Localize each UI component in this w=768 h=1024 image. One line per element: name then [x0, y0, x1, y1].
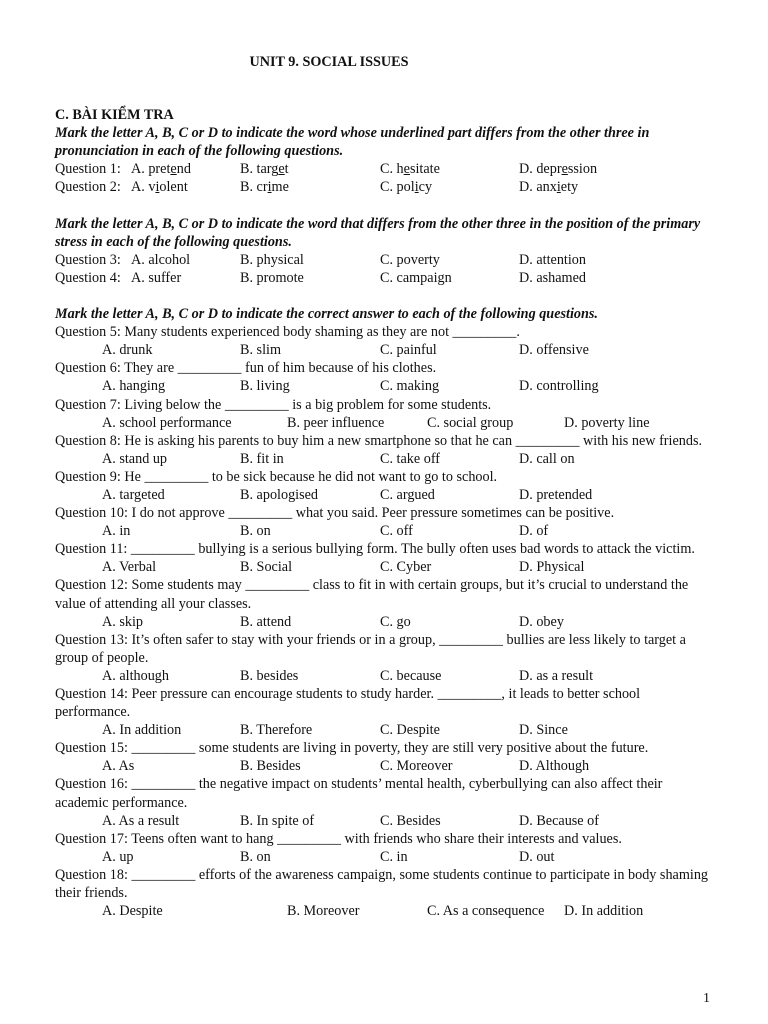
underlined-letter: i	[155, 179, 160, 196]
option-b: B. apologised	[240, 486, 319, 503]
underlined-letter: i	[414, 179, 419, 196]
option-a: A. Verbal	[102, 559, 157, 576]
option-c: C. poverty	[380, 251, 440, 268]
option-a: A. stand up	[102, 450, 168, 467]
question-stem: Question 16: _________ the negative impact on students’ mental health, cyberbullying can also affect their academic performance.	[55, 776, 663, 811]
option-d: D. Since	[519, 722, 568, 739]
option-b: B. Besides	[240, 758, 301, 775]
question-row	[55, 178, 715, 196]
option-a: A. pretend	[131, 161, 191, 178]
underlined-letter: e	[403, 161, 410, 178]
option-a: A. up	[102, 848, 134, 865]
options-row	[55, 414, 715, 432]
option-a: A. In addition	[102, 722, 182, 739]
options-row	[55, 667, 715, 685]
option-d: D. Although	[519, 758, 590, 775]
option-c: C. Moreover	[380, 758, 453, 775]
question-row	[55, 251, 715, 269]
options-row	[55, 486, 715, 504]
option-d: D. anxiety	[519, 179, 579, 196]
option-a: A. alcohol	[131, 251, 191, 268]
option-c: C. argued	[380, 486, 435, 503]
option-a: A. violent	[131, 179, 188, 196]
option-b: B. on	[240, 523, 271, 540]
question-label: Question 3:	[55, 251, 121, 268]
option-c: C. take off	[380, 450, 441, 467]
options-row	[55, 848, 715, 866]
question-stem: Question 15: _________ some students are living in poverty, they are still very positive about the future.	[55, 740, 649, 757]
option-b: B. living	[240, 378, 290, 395]
options-row	[55, 757, 715, 775]
option-a: A. suffer	[131, 269, 182, 286]
instruction-pronunciation: Mark the letter A, B, C or D to indicate the word whose underlined part differs from the other three in pronunciation in each of the following questions.	[55, 125, 650, 160]
option-d: D. Physical	[519, 559, 585, 576]
option-b: B. on	[240, 848, 271, 865]
question-stem: Question 7: Living below the _________ is a big problem for some students.	[55, 396, 492, 413]
option-b: B. target	[240, 161, 289, 178]
option-d: D. ashamed	[519, 269, 586, 286]
question-stem: Question 8: He is asking his parents to buy him a new smartphone so that he can _________ with his new friends.	[55, 432, 703, 449]
underlined-letter: e	[278, 161, 285, 178]
option-d: D. Because of	[519, 812, 599, 829]
option-b: B. Moreover	[287, 903, 360, 920]
question-stem: Question 17: Teens often want to hang _________ with friends who share their interests and values.	[55, 830, 622, 847]
option-c: C. Despite	[380, 722, 440, 739]
exercise-content	[55, 106, 715, 920]
question-row	[55, 160, 715, 178]
option-b: B. In spite of	[240, 812, 315, 829]
option-c: C. Cyber	[380, 559, 432, 576]
option-c: C. policy	[380, 179, 433, 196]
question-stem: Question 13: It’s often safer to stay with your friends or in a group, _________ bullies are less likely to target a group of people.	[55, 631, 686, 666]
option-b: B. crime	[240, 179, 289, 196]
underlined-letter: e	[561, 161, 568, 178]
instruction-stress: Mark the letter A, B, C or D to indicate the word that differs from the other three in the position of the primary stress in each of the following questions.	[55, 215, 701, 250]
options-row	[55, 341, 715, 359]
option-c: C. making	[380, 378, 440, 395]
option-a: A. drunk	[102, 342, 153, 359]
option-c: C. off	[380, 523, 413, 540]
option-a: A. skip	[102, 613, 143, 630]
section-heading: C. BÀI KIỂM TRA	[55, 107, 174, 123]
options-row	[55, 377, 715, 395]
option-d: D. of	[519, 523, 549, 540]
question-stem: Question 12: Some students may _________ class to fit in with certain groups, but it’s crucial to understand the value of attending all your classes.	[55, 577, 689, 612]
option-d: D. pretended	[519, 486, 593, 503]
question-label: Question 1:	[55, 161, 121, 178]
option-c: C. As a consequence	[427, 903, 545, 920]
page-title: UNIT 9. SOCIAL ISSUES	[249, 54, 409, 70]
option-d: D. offensive	[519, 342, 589, 359]
option-b: B. peer influence	[287, 414, 385, 431]
option-c: C. campaign	[380, 269, 452, 286]
page-number: 1	[703, 991, 710, 1006]
option-b: B. physical	[240, 251, 304, 268]
underlined-letter: i	[267, 179, 272, 196]
option-d: D. poverty line	[564, 414, 650, 431]
option-d: D. attention	[519, 251, 586, 268]
stress-questions	[55, 251, 715, 287]
question-label: Question 2:	[55, 179, 121, 196]
option-c: C. social group	[427, 414, 514, 431]
option-c: C. because	[380, 667, 442, 684]
options-row	[55, 558, 715, 576]
pronunciation-questions	[55, 160, 715, 196]
option-d: D. In addition	[564, 903, 644, 920]
option-b: B. Therefore	[240, 722, 313, 739]
multiple-choice-questions	[55, 323, 715, 920]
option-c: C. painful	[380, 342, 437, 359]
option-d: D. call on	[519, 450, 575, 467]
option-b: B. fit in	[240, 450, 284, 467]
option-a: A. in	[102, 523, 131, 540]
option-a: A. targeted	[102, 486, 165, 503]
option-c: C. Besides	[380, 812, 441, 829]
instruction-correct-answer: Mark the letter A, B, C or D to indicate the correct answer to each of the following questions.	[55, 306, 598, 323]
option-a: A. school performance	[102, 414, 232, 431]
option-b: B. besides	[240, 667, 299, 684]
underlined-letter: e	[170, 161, 177, 178]
option-a: A. As a result	[102, 812, 180, 829]
option-d: D. depression	[519, 161, 598, 178]
option-a: A. Despite	[102, 903, 163, 920]
question-stem: Question 14: Peer pressure can encourage students to study harder. _________, it leads to better school performance.	[55, 686, 641, 721]
option-d: D. out	[519, 848, 555, 865]
question-stem: Question 6: They are _________ fun of him because of his clothes.	[55, 360, 437, 377]
underlined-letter: i	[556, 179, 561, 196]
option-a: A. hanging	[102, 378, 166, 395]
option-b: B. slim	[240, 342, 281, 359]
options-row	[55, 613, 715, 631]
option-b: B. attend	[240, 613, 292, 630]
question-stem: Question 11: _________ bullying is a serious bullying form. The bully often uses bad words to attack the victim.	[55, 541, 695, 558]
question-stem: Question 5: Many students experienced body shaming as they are not _________.	[55, 324, 520, 341]
option-c: C. go	[380, 613, 411, 630]
question-row	[55, 269, 715, 287]
options-row	[55, 522, 715, 540]
question-label: Question 4:	[55, 269, 121, 286]
option-c: C. in	[380, 848, 408, 865]
option-c: C. hesitate	[380, 161, 440, 178]
question-stem: Question 18: _________ efforts of the awareness campaign, some students continue to participate in body shaming their friends.	[55, 866, 709, 902]
question-stem: Question 9: He _________ to be sick because he did not want to go to school.	[55, 468, 498, 485]
question-stem: Question 10: I do not approve _________ what you said. Peer pressure sometimes can be positive.	[55, 505, 615, 522]
options-row	[55, 812, 715, 830]
option-d: D. controlling	[519, 378, 599, 395]
option-b: B. Social	[240, 559, 293, 576]
option-d: D. as a result	[519, 667, 594, 684]
option-b: B. promote	[240, 269, 304, 286]
options-row	[55, 902, 715, 920]
option-d: D. obey	[519, 613, 564, 630]
option-a: A. although	[102, 667, 169, 684]
options-row	[55, 450, 715, 468]
option-a: A. As	[102, 758, 135, 775]
options-row	[55, 721, 715, 739]
